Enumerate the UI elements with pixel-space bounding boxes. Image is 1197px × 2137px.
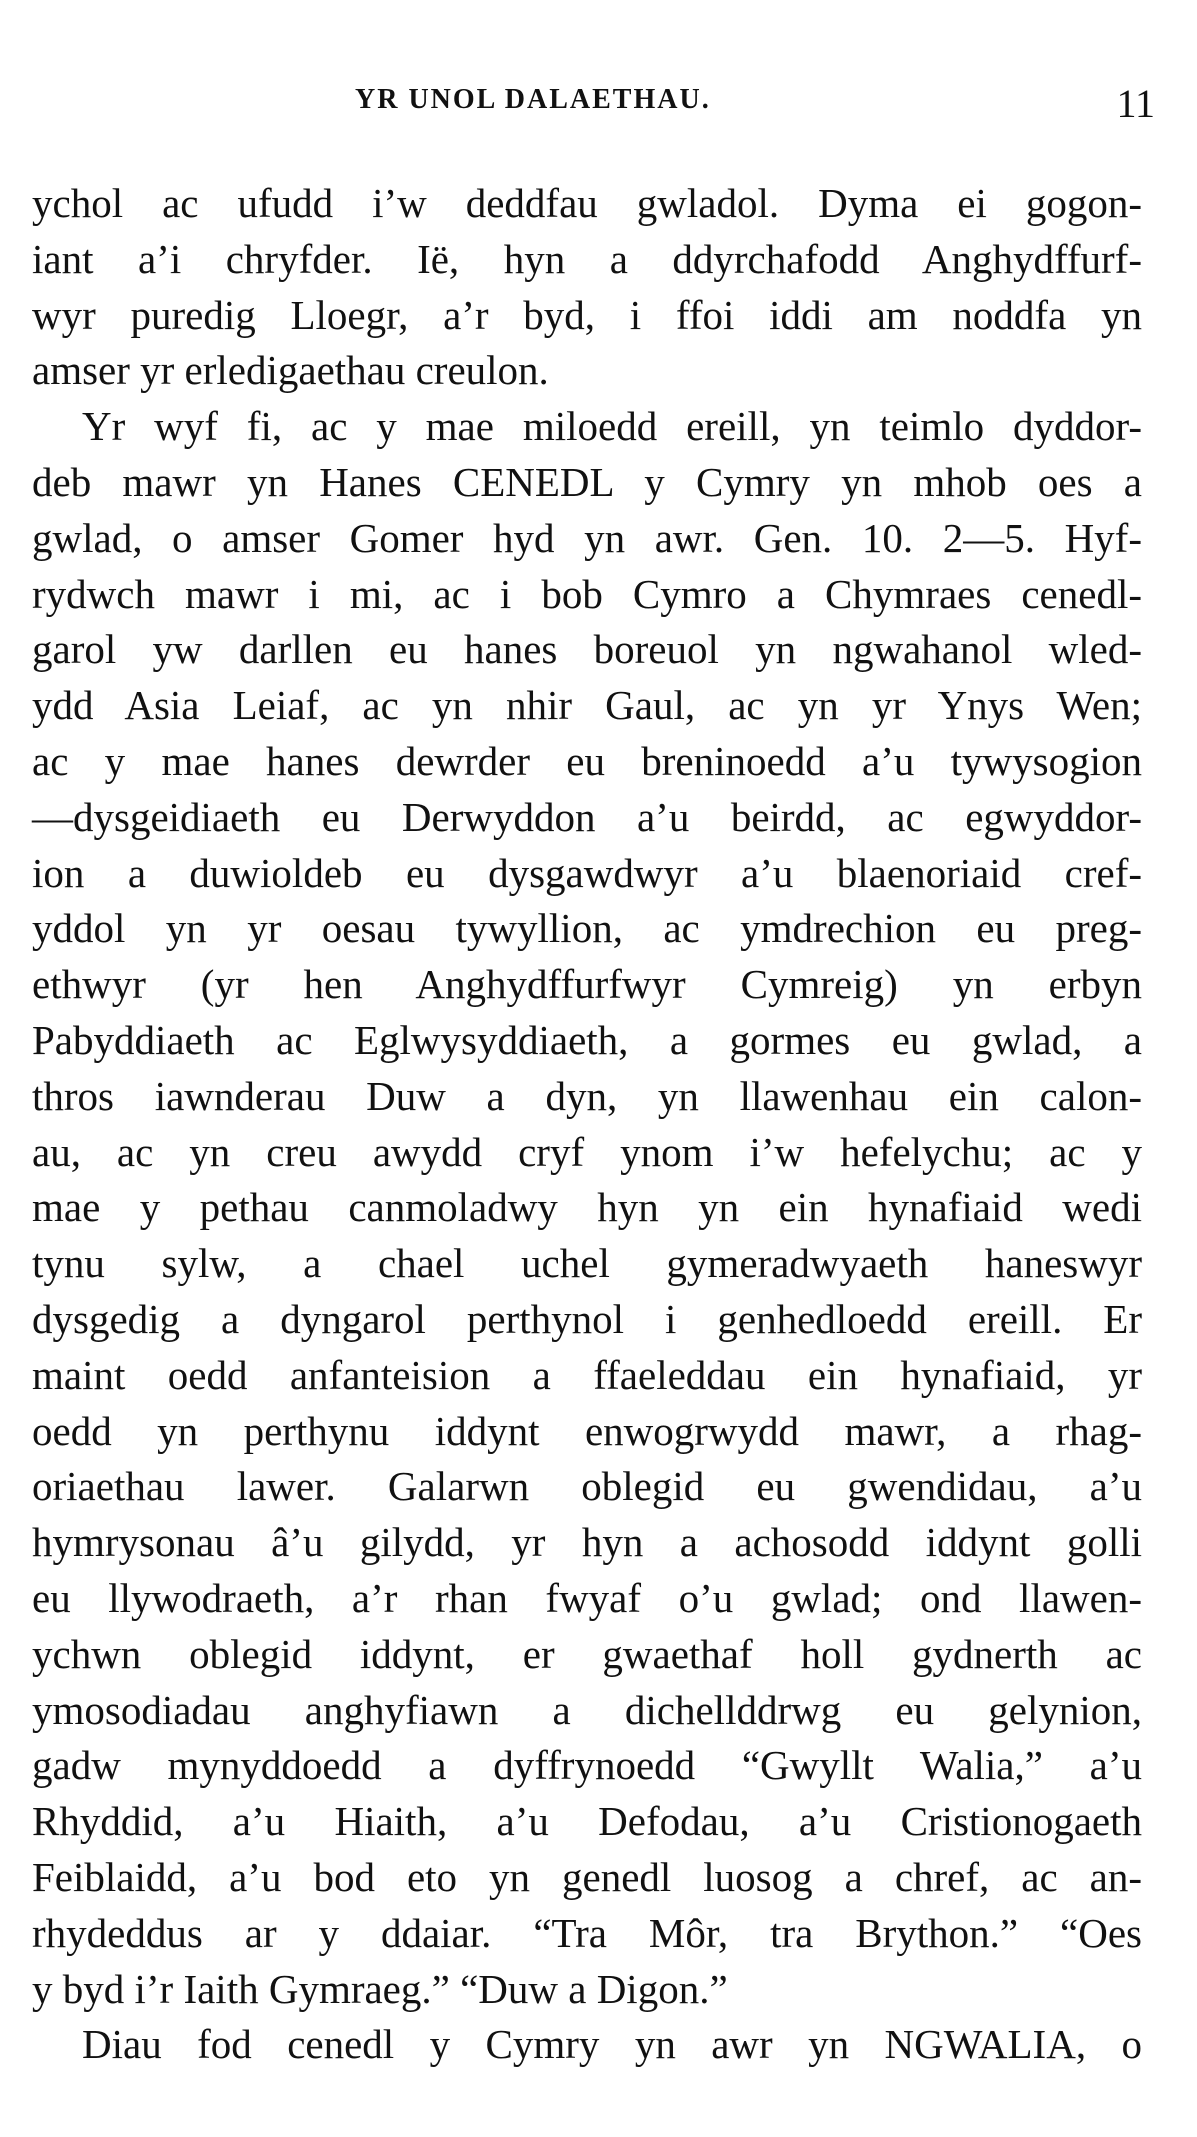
text-line: hymrysonau â’u gilydd, yr hyn a achosodd iddynt golli	[32, 1519, 1142, 1566]
text-line: Pabyddiaeth ac Eglwysyddiaeth, a gormes eu gwlad, a	[32, 1016, 1142, 1063]
text-line: ychwn oblegid iddynt, er gwaethaf holl gydnerth ac	[32, 1630, 1142, 1677]
text-line: yddol yn yr oesau tywyllion, ac ymdrechion eu preg-	[32, 905, 1142, 952]
text-line: y byd i’r Iaith Gymraeg.” “Duw a Digon.”	[32, 1965, 728, 2012]
text-line: Feiblaidd, a’u bod eto yn genedl luosog a chref, ac an-	[32, 1853, 1142, 1900]
text-line: rydwch mawr i mi, ac i bob Cymro a Chymraes cenedl-	[32, 570, 1142, 617]
text-line: garol yw darllen eu hanes boreuol yn ngwahanol wled-	[32, 626, 1142, 673]
text-line: maint oedd anfanteision a ffaeleddau ein hynafiaid, yr	[32, 1351, 1142, 1398]
text-line: ychol ac ufudd i’w deddfau gwladol. Dyma ei gogon-	[32, 180, 1142, 226]
text-line: Rhyddid, a’u Hiaith, a’u Defodau, a’u Cristionogaeth	[32, 1798, 1142, 1845]
page-number: 11	[1116, 81, 1155, 126]
text-line: mae y pethau canmoladwy hyn yn ein hynafiaid wedi	[32, 1184, 1142, 1231]
text-line: oriaethau lawer. Galarwn oblegid eu gwendidau, a’u	[32, 1463, 1142, 1510]
text-line: dysgedig a dyngarol perthynol i genhedloedd ereill. Er	[32, 1295, 1142, 1342]
text-line: ydd Asia Leiaf, ac yn nhir Gaul, ac yn yr Ynys Wen;	[32, 682, 1142, 729]
text-line: ac y mae hanes dewrder eu breninoedd a’u tywysogion	[32, 737, 1142, 784]
running-title: YR UNOL DALAETHAU.	[355, 84, 711, 115]
text-line: —dysgeidiaeth eu Derwyddon a’u beirdd, ac egwyddor-	[32, 793, 1142, 840]
text-line: rhydeddus ar y ddaiar. “Tra Môr, tra Brython.” “Oes	[32, 1909, 1142, 1956]
text-line: ion a duwioldeb eu dysgawdwyr a’u blaenoriaid cref-	[32, 849, 1142, 896]
text-line: gadw mynyddoedd a dyffrynoedd “Gwyllt Walia,” a’u	[32, 1742, 1142, 1789]
text-line: wyr puredig Lloegr, a’r byd, i ffoi iddi am noddfa yn	[32, 291, 1142, 338]
text-line: amser yr erledigaethau creulon.	[32, 347, 549, 394]
text-line: Diau fod cenedl y Cymry yn awr yn NGWALIA, o	[82, 2021, 1142, 2068]
text-line: ymosodiadau anghyfiawn a dichellddrwg eu gelynion,	[32, 1686, 1142, 1733]
text-line: tynu sylw, a chael uchel gymeradwyaeth haneswyr	[32, 1240, 1142, 1287]
text-line: Yr wyf fi, ac y mae miloedd ereill, yn teimlo dyddor-	[82, 403, 1142, 450]
text-line: ethwyr (yr hen Anghydffurfwyr Cymreig) yn erbyn	[32, 961, 1142, 1008]
body-text	[32, 176, 1142, 2073]
text-line: iant a’i chryfder. Ië, hyn a ddyrchafodd Anghydffurf-	[32, 235, 1142, 282]
text-line: gwlad, o amser Gomer hyd yn awr. Gen. 10. 2—5. Hyf-	[32, 514, 1142, 561]
text-line: au, ac yn creu awydd cryf ynom i’w hefelychu; ac y	[32, 1128, 1142, 1175]
text-line: eu llywodraeth, a’r rhan fwyaf o’u gwlad; ond llawen-	[32, 1574, 1142, 1621]
text-line: thros iawnderau Duw a dyn, yn llawenhau ein calon-	[32, 1072, 1142, 1119]
text-line: oedd yn perthynu iddynt enwogrwydd mawr, a rhag-	[32, 1407, 1142, 1454]
text-line: deb mawr yn Hanes CENEDL y Cymry yn mhob oes a	[32, 458, 1142, 505]
